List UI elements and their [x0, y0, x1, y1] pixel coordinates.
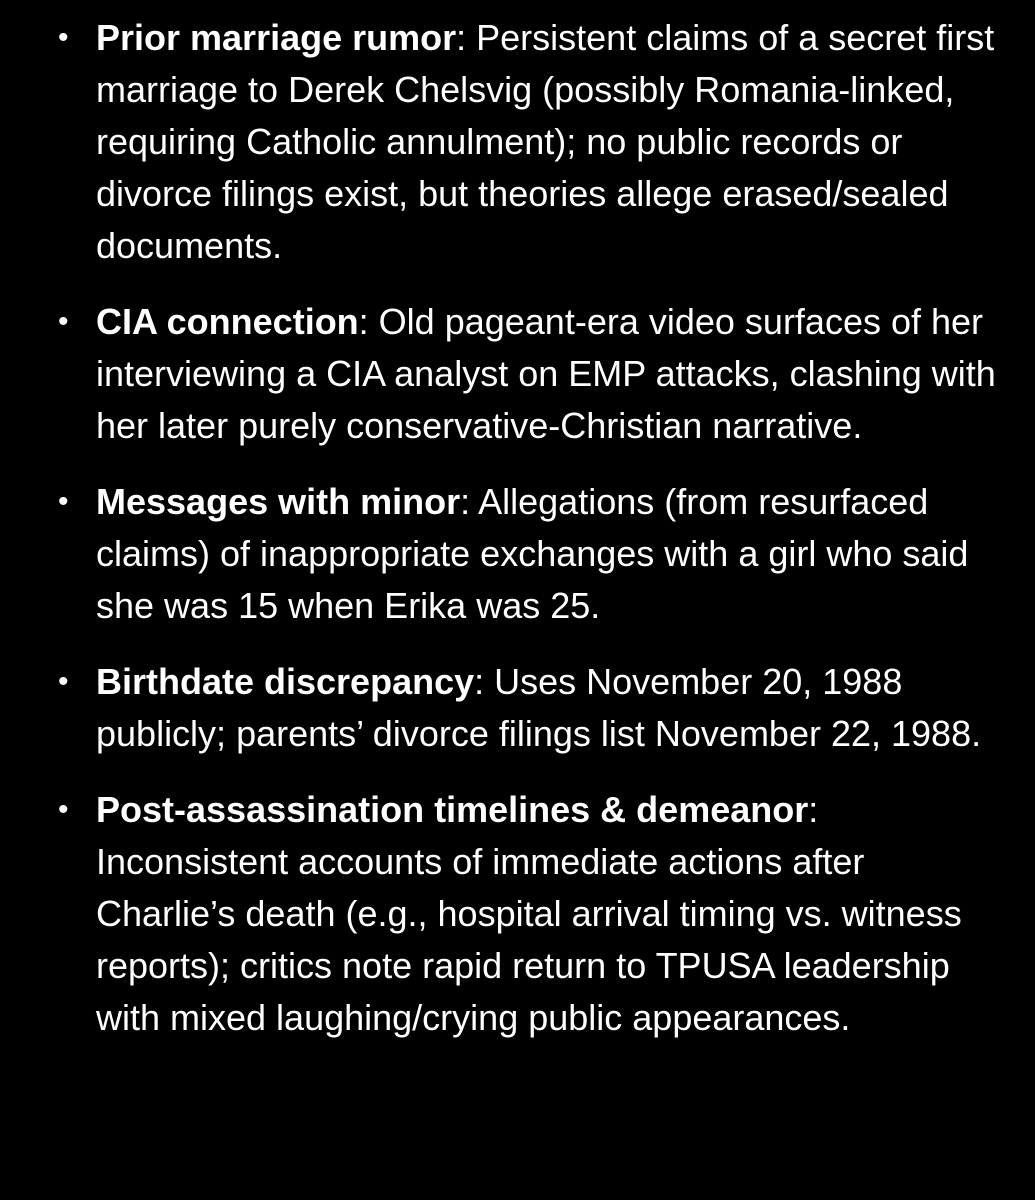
item-term: Birthdate discrepancy [96, 661, 475, 702]
list-item [0, 296, 1035, 452]
bullet-dot-icon: • [58, 305, 69, 338]
bullet-dot-icon: • [58, 793, 69, 826]
list-item [0, 476, 1035, 632]
item-term: CIA connection [96, 301, 359, 342]
bullet-list [0, 12, 1035, 1068]
item-term: Prior marriage rumor [96, 17, 457, 58]
list-item [0, 12, 1035, 272]
item-text: : Allegations (from resurfaced claims) of inappropriate exchanges with a girl who said she was 15 when Erika was 25. [96, 481, 969, 626]
item-term: Post-assassination timelines & demeanor [96, 789, 809, 830]
bullet-dot-icon: • [58, 21, 69, 54]
list-item [0, 656, 1035, 760]
bullet-dot-icon: • [58, 665, 69, 698]
item-term: Messages with minor [96, 481, 461, 522]
item-text: : Inconsistent accounts of immediate actions after Charlie’s death (e.g., hospital arrival timing vs. witness reports); critics note rapid return to TPUSA leadership with mixed laughing/crying public appearances. [96, 789, 962, 1038]
item-text: : Persistent claims of a secret first marriage to Derek Chelsvig (possibly Romania-linked, requiring Catholic annulment); no public records or divorce filings exist, but theories allege erased/sealed documents. [96, 17, 995, 266]
item-text: : Old pageant-era video surfaces of her interviewing a CIA analyst on EMP attacks, clashing with her later purely conservative-Christian narrative. [96, 301, 996, 446]
item-text: : Uses November 20, 1988 publicly; parents’ divorce filings list November 22, 1988. [96, 661, 982, 754]
list-item [0, 784, 1035, 1044]
bullet-dot-icon: • [58, 485, 69, 518]
